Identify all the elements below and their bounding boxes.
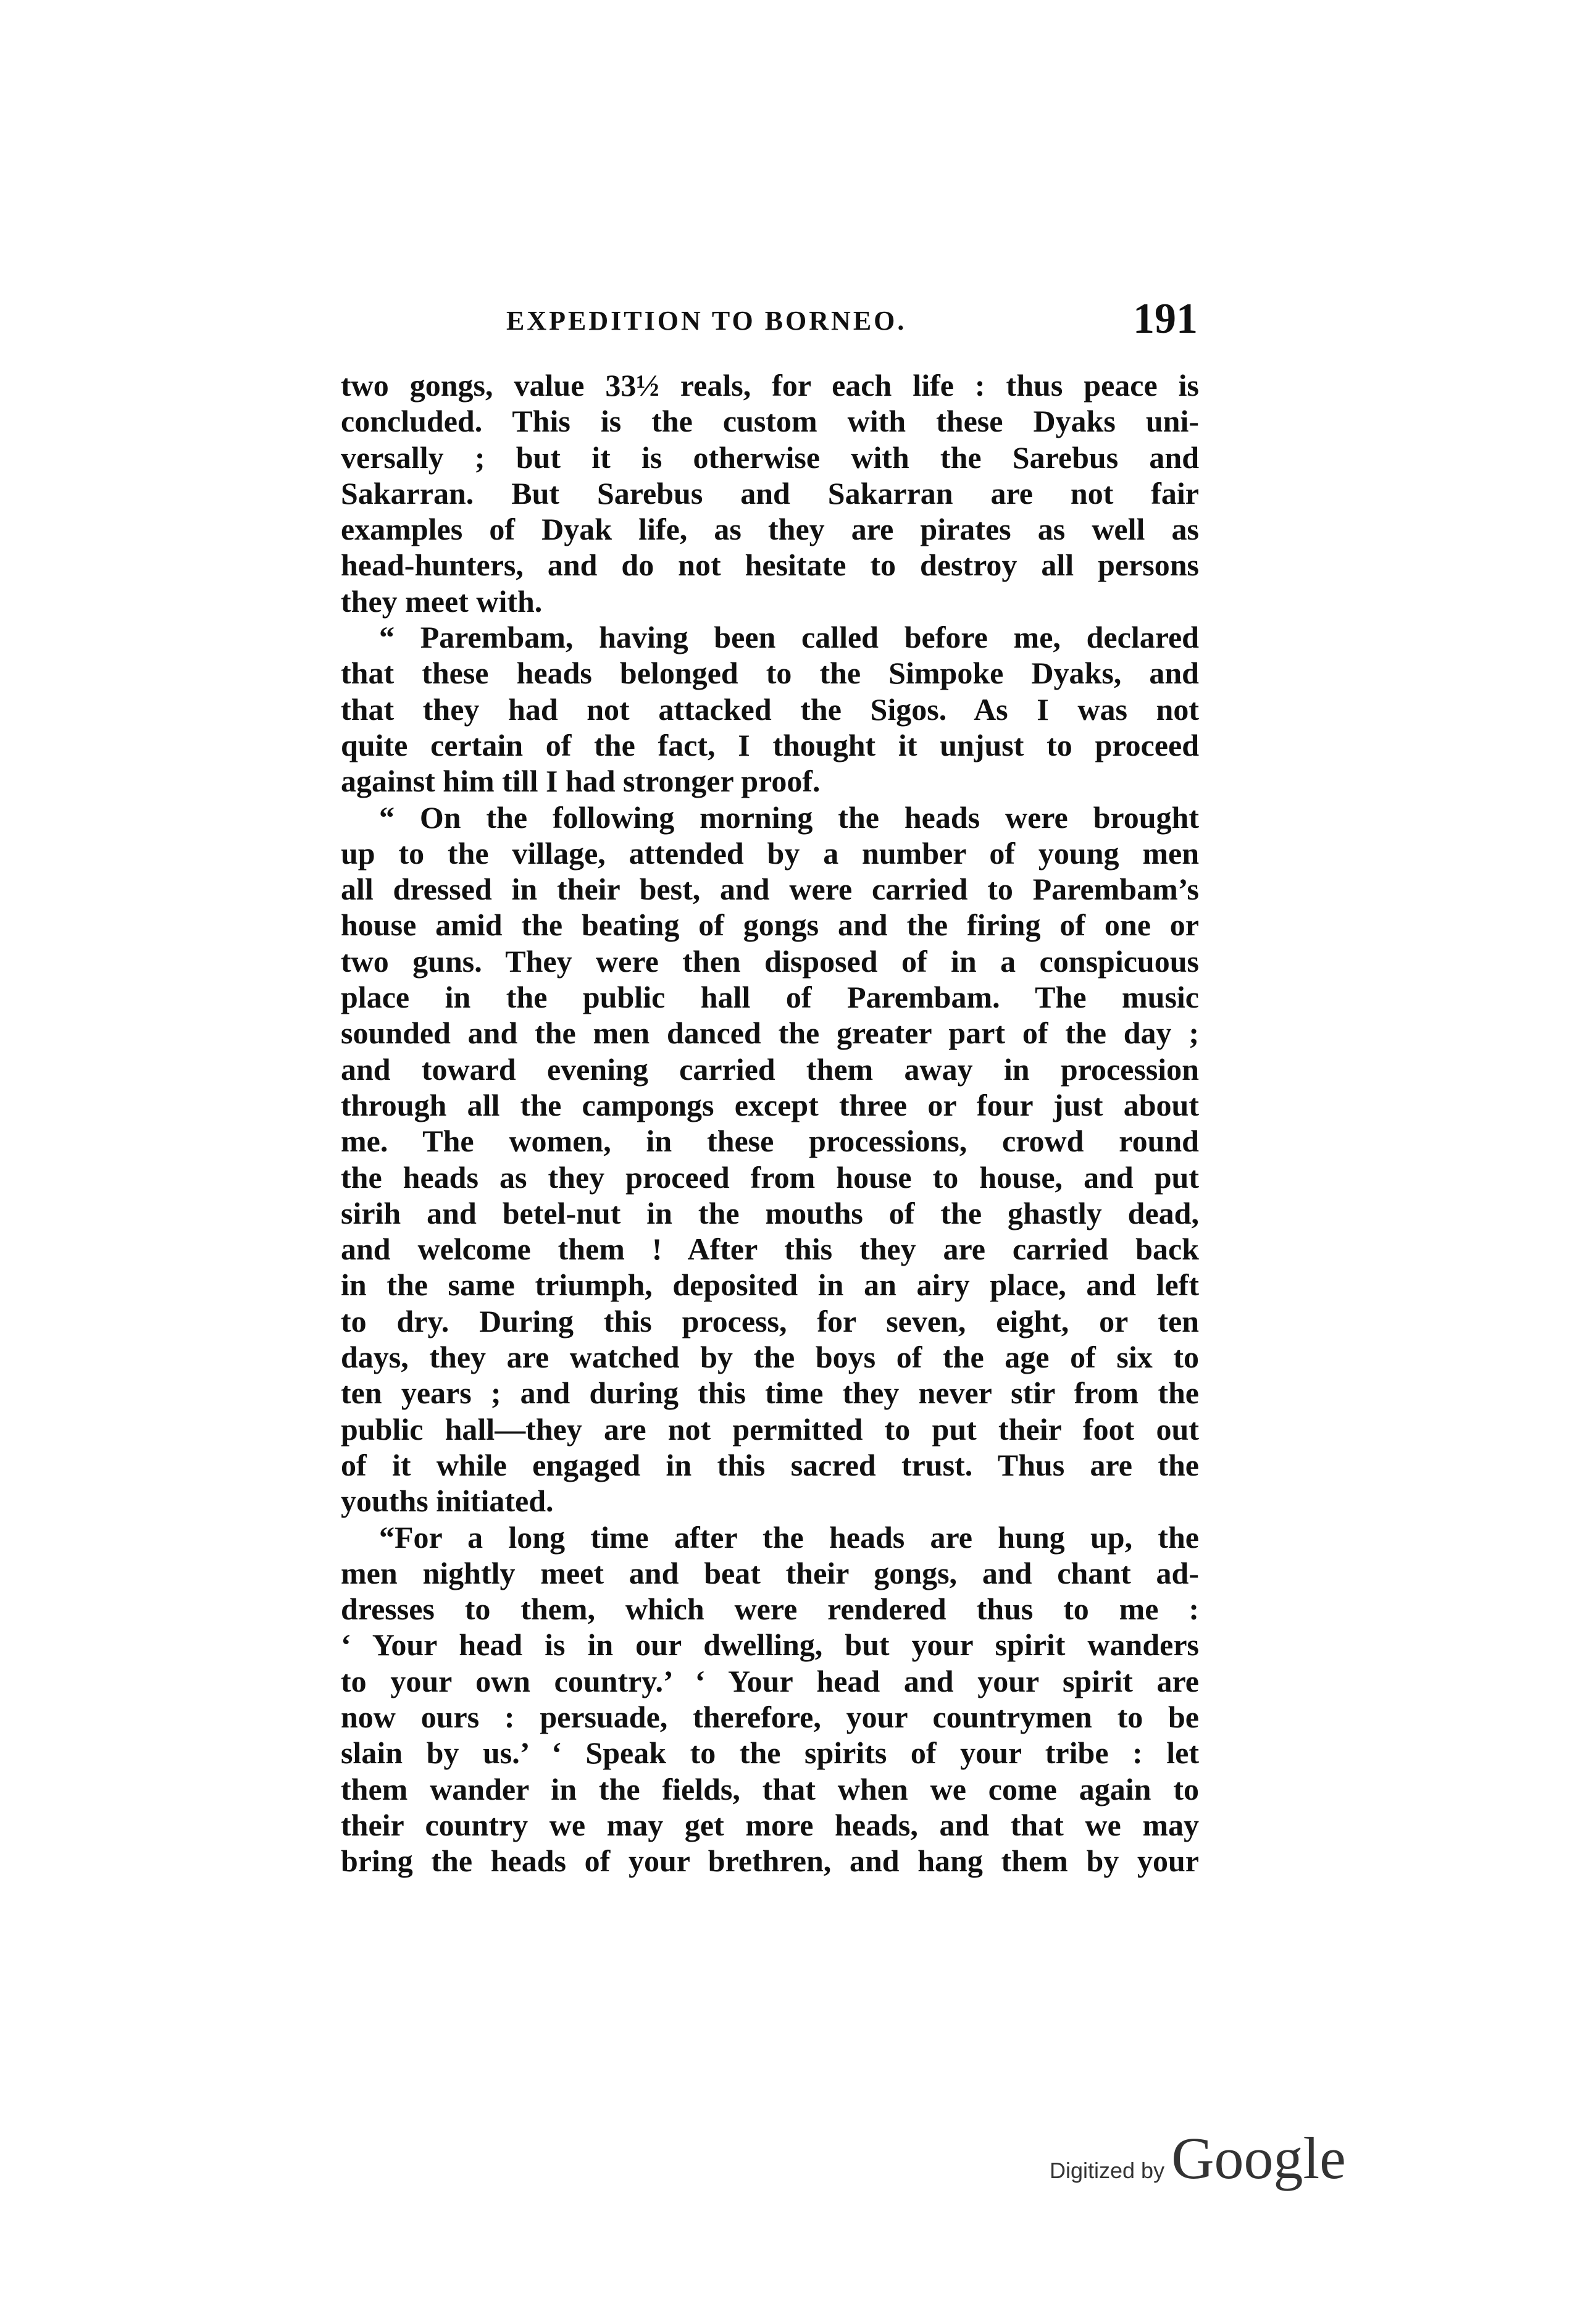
text-line: me. The women, in these processions, crowd round	[341, 1124, 1199, 1159]
text-line: the heads as they proceed from house to house, and put	[341, 1159, 1199, 1195]
text-line: ‘ Your head is in our dwelling, but your spirit wanders	[341, 1627, 1199, 1663]
text-line: ten years ; and during this time they never stir from the	[341, 1376, 1199, 1411]
digitized-by-watermark	[1050, 2124, 1346, 2192]
text-line: “ On the following morning the heads were brought	[379, 800, 1199, 835]
text-line: and toward evening carried them away in procession	[341, 1051, 1199, 1087]
text-line: and welcome them ! After this they are carried back	[341, 1232, 1199, 1267]
text-line: “ Parembam, having been called before me, declared	[379, 620, 1199, 655]
text-line: sirih and betel-nut in the mouths of the ghastly dead,	[341, 1195, 1199, 1230]
text-line: days, they are watched by the boys of the age of six to	[341, 1340, 1199, 1375]
text-line: up to the village, attended by a number of young men	[341, 835, 1199, 871]
text-line: head-hunters, and do not hesitate to destroy all persons	[341, 548, 1199, 583]
text-line: two guns. They were then disposed of in a conspicuous	[341, 943, 1199, 979]
text-line: versally ; but it is otherwise with the Sarebus and	[341, 440, 1199, 475]
text-line: them wander in the fields, that when we come again to	[341, 1771, 1199, 1806]
text-line: house amid the beating of gongs and the firing of one or	[341, 908, 1199, 943]
text-line: men nightly meet and beat their gongs, and chant ad-	[341, 1555, 1199, 1590]
text-line: they meet with.	[341, 583, 543, 619]
running-head	[340, 295, 1198, 343]
text-line: that these heads belonged to the Simpoke Dyaks, and	[341, 656, 1199, 691]
text-line: of it while engaged in this sacred trust. Thus are the	[341, 1447, 1199, 1482]
text-line: youths initiated.	[341, 1484, 554, 1519]
google-logo: Google	[1171, 2125, 1346, 2191]
text-line: to your own country.’ ‘ Your head and your spirit are	[341, 1663, 1199, 1698]
text-line: all dressed in their best, and were carried to Parembam’s	[341, 872, 1199, 907]
text-line: to dry. During this process, for seven, eight, or ten	[341, 1303, 1199, 1338]
digitized-by-label: Digitized by	[1050, 2158, 1165, 2183]
text-line: Sakarran. But Sarebus and Sakarran are not fair	[341, 475, 1199, 511]
running-title: EXPEDITION TO BORNEO.	[506, 306, 907, 336]
text-line: in the same triumph, deposited in an airy place, and left	[341, 1267, 1199, 1303]
text-line: public hall—they are not permitted to put their foot out	[341, 1411, 1199, 1447]
text-line: through all the campongs except three or four just about	[341, 1087, 1199, 1122]
text-line: sounded and the men danced the greater part of the day ;	[341, 1016, 1199, 1051]
text-line: dresses to them, which were rendered thus to me :	[341, 1592, 1199, 1627]
text-line: that they had not attacked the Sigos. As I was not	[341, 691, 1199, 727]
text-line: place in the public hall of Parembam. The music	[341, 980, 1199, 1015]
text-line: slain by us.’ ‘ Speak to the spirits of your tribe : let	[341, 1735, 1199, 1771]
body-text	[341, 367, 1199, 1879]
text-line: now ours : persuade, therefore, your countrymen to be	[341, 1699, 1199, 1734]
text-line: concluded. This is the custom with these Dyaks uni-	[341, 404, 1199, 439]
text-line: “For a long time after the heads are hung up, the	[379, 1519, 1199, 1555]
text-line: examples of Dyak life, as they are pirates as well as	[341, 512, 1199, 547]
page-number: 191	[1133, 295, 1198, 343]
text-line: their country we may get more heads, and that we may	[341, 1807, 1199, 1842]
text-line: two gongs, value 33½ reals, for each life : thus peace is	[341, 368, 1199, 403]
text-line: bring the heads of your brethren, and hang them by your	[341, 1844, 1199, 1879]
text-line: quite certain of the fact, I thought it unjust to proceed	[341, 727, 1199, 762]
text-line: against him till I had stronger proof.	[341, 764, 821, 799]
